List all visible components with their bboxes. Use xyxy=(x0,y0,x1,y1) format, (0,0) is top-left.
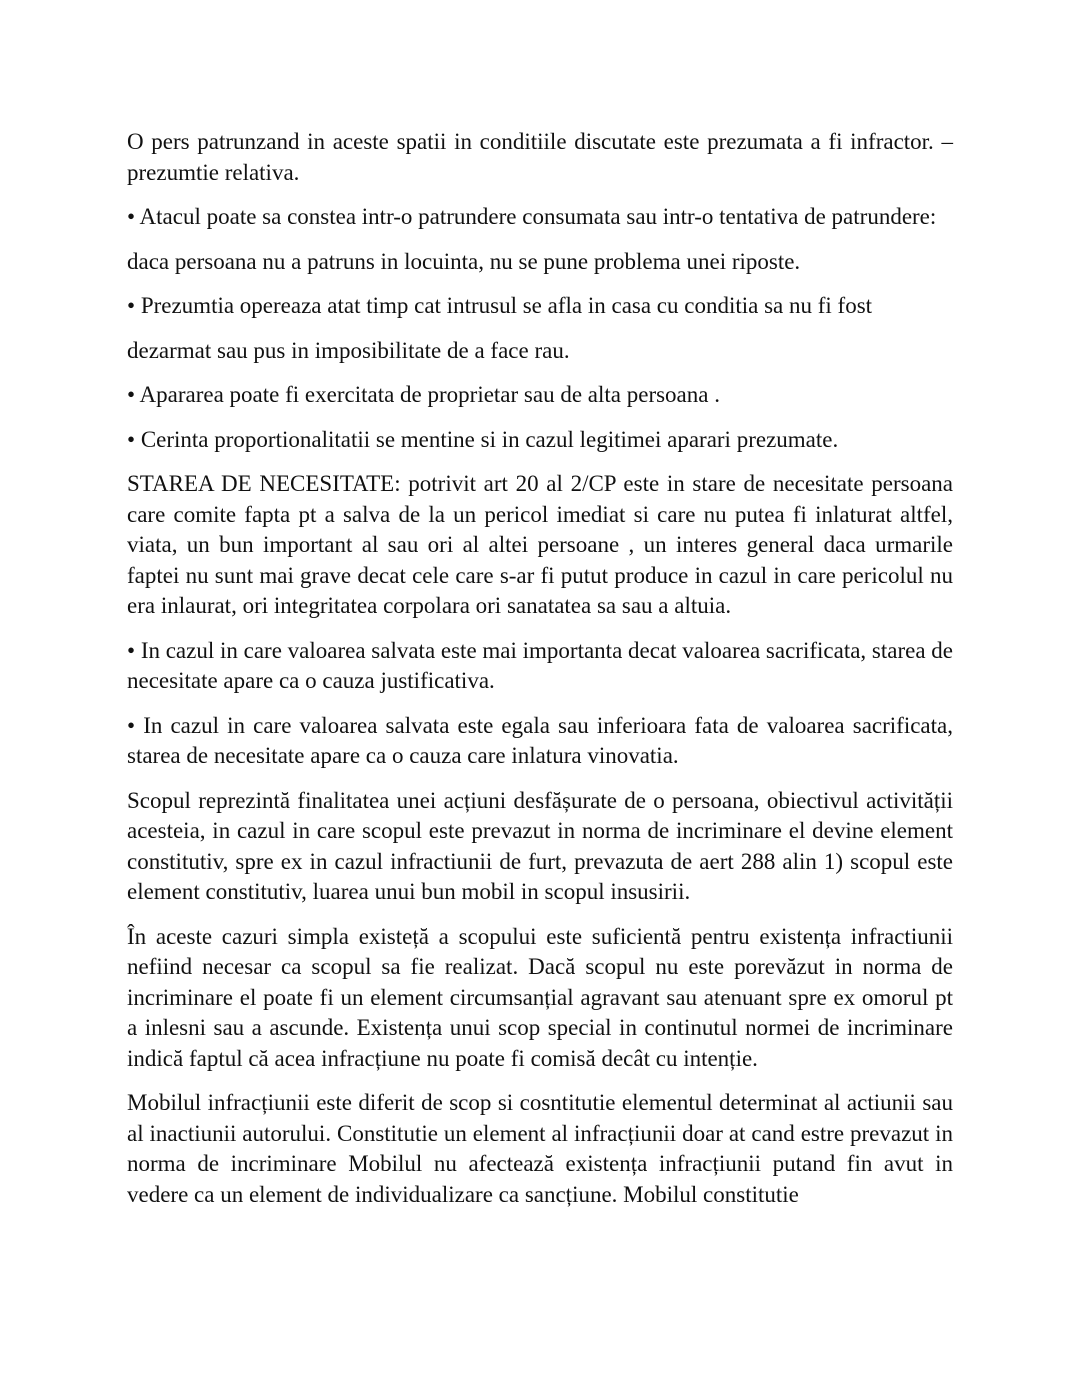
paragraph-mobilul: Mobilul infracțiunii este diferit de scop si cosntitutie elementul determinat al actiunii sau al inactiunii autorului. Constitutie un element al infracțiunii doar at cand estre prevazut in norma de incriminare Mobilul nu afectează existența infracțiunii putand fin avut in vedere ca un element de individualizare ca sancțiune. Mobilul constitutie xyxy=(127,1090,953,1207)
paragraph-stare-necesitate: STAREA DE NECESITATE: potrivit art 20 al 2/CP este in stare de necesitate persoana care comite fapta pt a salva de la un pericol imediat si care nu putea fi inlaturat altfel, viata, un bun important al sau ori al altei persoane , un interes general daca urmarile faptei nu sunt mai grave decat cele care s-ar fi putut produce in cazul in care pericolul nu era inlaurat, ori integritatea corpolara ori sanatatea sa sau a altuia. xyxy=(127,471,953,618)
bullet-icon: • xyxy=(127,637,136,663)
bullet-icon: • xyxy=(127,426,136,452)
paragraph-3: daca persoana nu a patruns in locuinta, nu se pune problema unei riposte. xyxy=(127,248,801,274)
bullet-icon: • xyxy=(127,204,136,229)
bullet-paragraph-7: • Cerinta proportionalitatii se mentine si in cazul legitimei aparari prezumate. xyxy=(127,426,839,452)
bullet-paragraph-6: • Apararea poate fi exercitata de proprietar sau de alta persoana . xyxy=(127,382,720,407)
bullet-icon: • xyxy=(127,293,136,318)
bullet-paragraph-9: • In cazul in care valoarea salvata este mai importanta decat valoarea sacrificata, starea de necesitate apare ca o cauza justificativa. xyxy=(127,637,953,693)
paragraph-existenta-scop: În aceste cazuri simpla existeță a scopului este suficientă pentru existența infractiunii nefiind necesar ca scopul sa fie realizat. Dacă scopul nu este porevăzut in norma de incriminare el poate fi un element circumsanțial agravant sau atenuant spre ex omorul pt a inlesni sau a ascunde. Existența unui scop special in continutul normei de incriminare indică faptul că acea infracțiune nu poate fi comisă decât cu intenție. xyxy=(127,923,953,1071)
bullet-paragraph-10: • In cazul in care valoarea salvata este egala sau inferioara fata de valoarea sacrificata, starea de necesitate apare ca o cauza care inlatura vinovatia. xyxy=(127,712,953,768)
bullet-paragraph-2: • Atacul poate sa constea intr-o patrundere consumata sau intr-o tentativa de patrundere: xyxy=(127,204,937,229)
paragraph-1: O pers patrunzand in aceste spatii in conditiile discutate este prezumata a fi infractor. – prezumtie relativa. xyxy=(127,129,953,185)
bullet-icon: • xyxy=(127,712,136,738)
document-page xyxy=(127,127,953,1224)
bullet-icon: • xyxy=(127,382,136,407)
bullet-paragraph-4: • Prezumtia opereaza atat timp cat intrusul se afla in casa cu conditia sa nu fi fost xyxy=(127,293,873,318)
paragraph-5: dezarmat sau pus in imposibilitate de a face rau. xyxy=(127,337,570,363)
paragraph-scopul: Scopul reprezintă finalitatea unei acțiuni desfășurate de o persoana, obiectivul activității acesteia, in cazul in care scopul este prevazut in norma de incriminare el devine element constitutiv, spre ex in cazul infractiunii de furt, prevazuta de aert 288 alin 1) scopul este element constitutiv, luarea unui bun mobil in scopul insusirii. xyxy=(127,787,953,904)
